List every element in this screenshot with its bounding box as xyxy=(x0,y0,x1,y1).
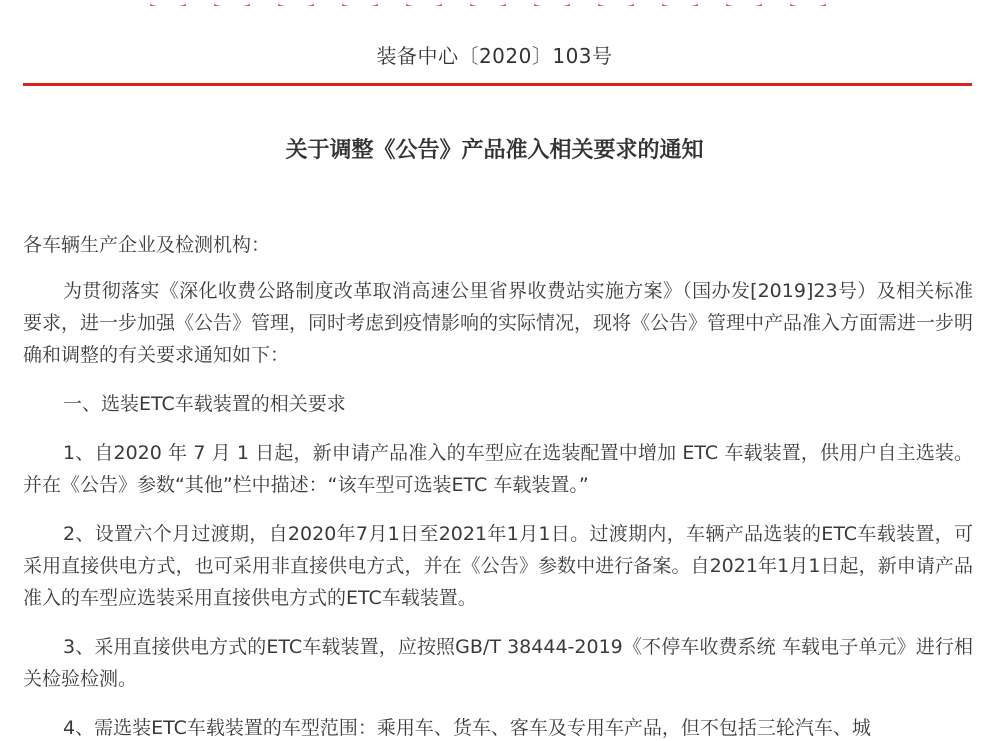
body-paragraph: 1、自2020 年 7 月 1 日起，新申请产品准入的车型应在选装配置中增加 ETC 车载装置，供用户自主选装。并在《公告》参数“其他”栏中描述：“该车型可选装ETC 车载装置。” xyxy=(23,442,973,496)
document-title: 关于调整《公告》产品准入相关要求的通知 xyxy=(285,137,704,163)
body-paragraph: 3、采用直接供电方式的ETC车载装置，应按照GB/T 38444-2019《不停车收费系统 车载电子单元》进行相关检验检测。 xyxy=(23,636,973,690)
document-body xyxy=(23,229,973,741)
document-number: 装备中心〔2020〕103号 xyxy=(376,44,613,68)
body-paragraph: 为贯彻落实《深化收费公路制度改革取消高速公里省界收费站实施方案》（国办发[2019]23号）及相关标准要求，进一步加强《公告》管理，同时考虑到疫情影响的实际情况，现将《公告》管理中产品准入方面需进一步明确和调整的有关要求通知如下： xyxy=(23,280,974,366)
body-paragraph: 4、需选装ETC车载装置的车型范围：乘用车、货车、客车及专用车产品，但不包括三轮汽车、城 xyxy=(63,717,871,739)
body-paragraph: 2、设置六个月过渡期，自2020年7月1日至2021年1月1日。过渡期内，车辆产品选装的ETC车载装置，可采用直接供电方式，也可采用非直接供电方式，并在《公告》参数中进行备案。自2021年1月1日起，新申请产品准入的车型应选装采用直接供电方式的ETC车载装置。 xyxy=(23,523,973,609)
red-masthead-fragment xyxy=(150,0,870,6)
section-heading: 一、选装ETC车载装置的相关要求 xyxy=(63,393,346,415)
salutation: 各车辆生产企业及检测机构： xyxy=(23,234,271,256)
red-divider-line xyxy=(23,83,972,86)
